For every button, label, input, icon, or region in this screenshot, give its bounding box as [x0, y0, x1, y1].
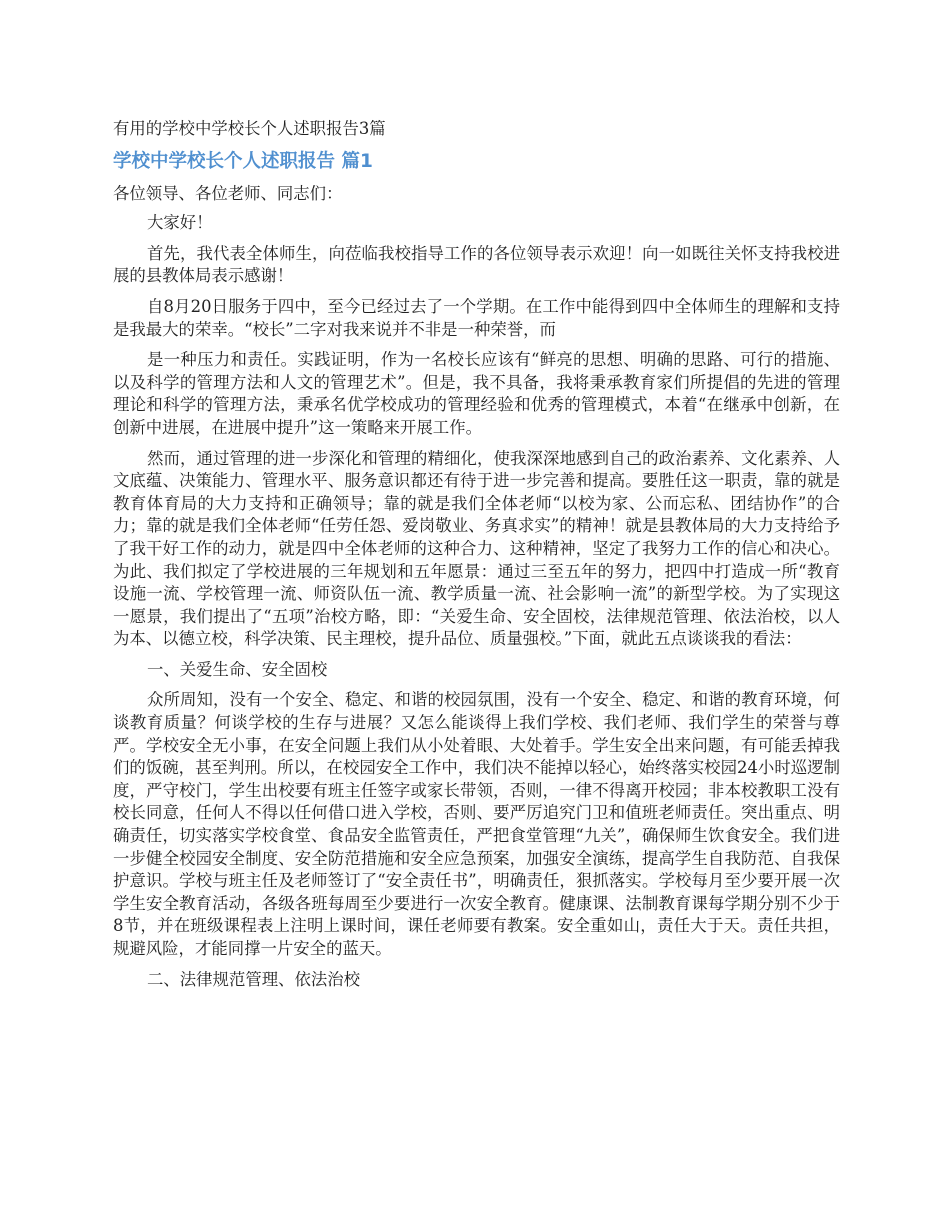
section-heading: 学校中学校长个人述职报告 篇1: [113, 150, 373, 172]
paragraph-responsibility: 是一种压力和责任。实践证明，作为一名校长应该有“鲜亮的思想、明确的思路、可行的措施、以及科学的管理方法和人文的管理艺术”。但是，我不具备，我将秉承教育家们所提倡的先进的管理理论和科学的管理方法，秉承名优学校成功的管理经验和优秀的管理模式，本着“在继承中创新，在创新中进展，在进展中提升”这一策略来开展工作。: [113, 350, 840, 437]
paragraph-service: 自8月20日服务于四中，至今已经过去了一个学期。在工作中能得到四中全体师生的理解和支持是我最大的荣幸。“校长”二字对我来说并不非是一种荣誉，而: [113, 296, 840, 339]
paragraph-welcome: 首先，我代表全体师生，向莅临我校指导工作的各位领导表示欢迎！向一如既往关怀支持我校进展的县教体局表示感谢！: [113, 243, 840, 286]
salutation: 各位领导、各位老师、同志们：: [113, 183, 343, 203]
paragraph-vision: 然而，通过管理的进一步深化和管理的精细化，使我深深地感到自己的政治素养、文化素养、人文底蕴、决策能力、管理水平、服务意识都还有待于进一步完善和提高。要胜任这一职责，靠的就是教育体育局的大力支持和正确领导；靠的就是我们全体老师“以校为家、公而忘私、团结协作”的合力；靠的就是我们全体老师“任劳任怨、爱岗敬业、务真求实”的精神！就是县教体局的大力支持给予了我干好工作的动力，就是四中全体老师的这种合力、这种精神，坚定了我努力工作的信心和决心。为此、我们拟定了学校进展的三年规划和五年愿景：通过三至五年的努力，把四中打造成一所“教育设施一流、学校管理一流、师资队伍一流、教学质量一流、社会影响一流”的新型学校。为了实现这一愿景，我们提出了“五项”治校方略，即：“关爱生命、安全固校，法律规范管理、依法治校，以人为本、以德立校，科学决策、民主理校，提升品位、质量强校。”下面，就此五点谈谈我的看法：: [113, 448, 840, 649]
sub-heading-law: 二、法律规范管理、依法治校: [147, 969, 361, 989]
document-page: [113, 118, 840, 999]
document-title: 有用的学校中学校长个人述职报告3篇: [113, 119, 386, 138]
sub-heading-safety: 一、关爱生命、安全固校: [147, 659, 328, 679]
paragraph-greeting: 大家好！: [147, 213, 213, 233]
paragraph-safety: 众所周知，没有一个安全、稳定、和谐的校园氛围，没有一个安全、稳定、和谐的教育环境，何谈教育质量？何谈学校的生存与进展？又怎么能谈得上我们学校、我们老师、我们学生的荣誉与尊严。学校安全无小事，在安全问题上我们从小处着眼、大处着手。学生安全出来问题，有可能丢掉我们的饭碗，甚至判刑。所以，在校园安全工作中，我们决不能掉以轻心，始终落实校园24小时巡逻制度，严守校门，学生出校要有班主任签字或家长带领，否则，一律不得离开校园；非本校教职工没有校长同意，任何人不得以任何借口进入学校，否则、要严厉追究门卫和值班老师责任。突出重点、明确责任，切实落实学校食堂、食品安全监管责任，严把食堂管理“九关”，确保师生饮食安全。我们进一步健全校园安全制度、安全防范措施和安全应急预案，加强安全演练，提高学生自我防范、自我保护意识。学校与班主任及老师签订了“安全责任书”，明确责任，狠抓落实。学校每月至少要开展一次学生安全教育活动，各级各班每周至少要进行一次安全教育。健康课、法制教育课每学期分别不少于8节，并在班级课程表上注明上课时间，课任老师要有教案。安全重如山，责任大于天。责任共担，规避风险，才能同撑一片安全的蓝天。: [113, 690, 840, 958]
